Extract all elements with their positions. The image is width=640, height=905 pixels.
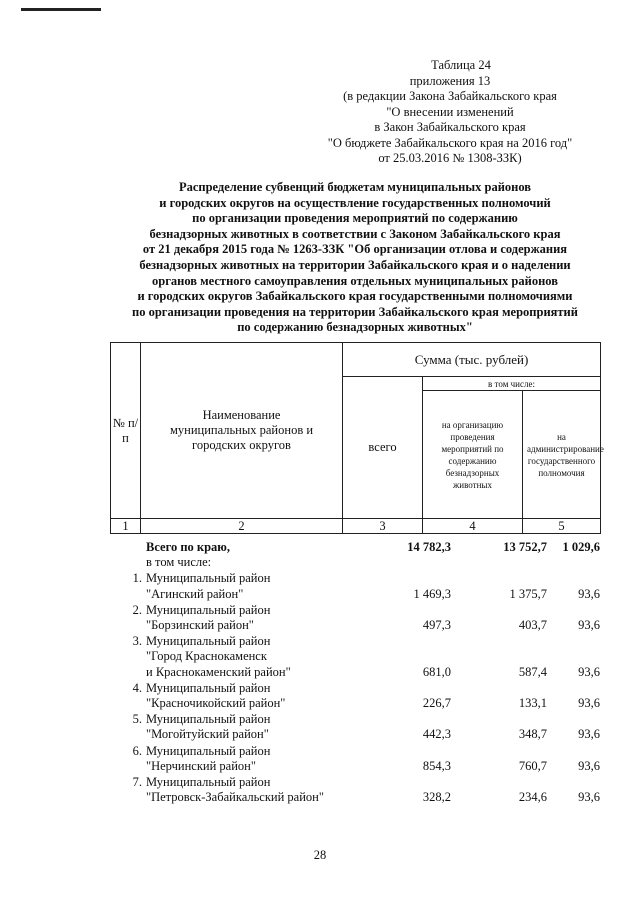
table-header bbox=[110, 342, 604, 534]
title-line: безнадзорных животных на территории Забайкальского края и о наделении bbox=[139, 257, 571, 272]
row-name-line: Муниципальный район bbox=[146, 680, 271, 695]
row-value-org: 234,6 bbox=[518, 790, 547, 805]
row-name-line: "Борзинский район" bbox=[146, 618, 254, 633]
row-name-line: Муниципальный район bbox=[146, 743, 271, 758]
row-number: 2. bbox=[132, 602, 142, 617]
header-number: № п/п bbox=[111, 343, 141, 519]
title-line: и городских округов на осуществление государственных полномочий bbox=[159, 195, 551, 210]
total-value-org: 13 752,7 bbox=[503, 540, 547, 554]
table-row bbox=[110, 775, 600, 805]
row-value-org: 587,4 bbox=[518, 664, 547, 679]
row-value-org: 133,1 bbox=[518, 696, 547, 711]
header-name: Наименование муниципальных районов и городских округов bbox=[141, 343, 343, 519]
row-number: 3. bbox=[132, 634, 142, 649]
row-name-line: "Могойтуйский район" bbox=[146, 727, 269, 742]
top-rule bbox=[21, 8, 101, 11]
table-label: Таблица 24 bbox=[431, 58, 491, 72]
row-value-admin: 93,6 bbox=[578, 618, 600, 633]
total-value-admin: 1 029,6 bbox=[562, 540, 600, 554]
appendix-line: "О внесении изменений bbox=[386, 104, 514, 119]
title-line: органов местного самоуправления отдельных муниципальных районов bbox=[152, 273, 558, 288]
row-value-org: 403,7 bbox=[518, 618, 547, 633]
row-value-all: 854,3 bbox=[422, 758, 451, 773]
title-line: и городских округов Забайкальского края государственными полномочиями bbox=[137, 289, 573, 304]
row-number: 4. bbox=[132, 680, 142, 695]
row-number: 1. bbox=[132, 571, 142, 586]
total-label: Всего по краю, bbox=[146, 540, 230, 554]
row-name-line: "Город Краснокаменск bbox=[146, 649, 267, 664]
col-number: 2 bbox=[141, 519, 343, 534]
title-line: от 21 декабря 2015 года № 1263-ЗЗК "Об организации отлова и содержания bbox=[142, 242, 568, 257]
row-name-line: Муниципальный район bbox=[146, 634, 271, 649]
row-number: 7. bbox=[132, 775, 142, 790]
row-value-org: 1 375,7 bbox=[509, 586, 547, 601]
appendix-line: в Закон Забайкальского края bbox=[374, 120, 526, 134]
title-line: по организации проведения на территории Забайкальского края мероприятий bbox=[132, 304, 578, 319]
row-value-admin: 93,6 bbox=[578, 727, 600, 742]
total-value-all: 14 782,3 bbox=[407, 540, 451, 554]
header-including: в том числе: bbox=[423, 377, 601, 391]
row-name-line: Муниципальный район bbox=[146, 602, 271, 617]
table-row bbox=[110, 681, 600, 711]
row-value-admin: 93,6 bbox=[578, 664, 600, 679]
row-value-all: 681,0 bbox=[422, 664, 451, 679]
title-line: по содержанию безнадзорных животных" bbox=[237, 320, 473, 335]
row-value-all: 1 469,3 bbox=[413, 586, 451, 601]
row-value-org: 760,7 bbox=[518, 758, 547, 773]
row-value-all: 497,3 bbox=[422, 618, 451, 633]
title-line: безнадзорных животных в соответствии с Законом Забайкальского края bbox=[149, 226, 561, 241]
row-value-all: 328,2 bbox=[422, 790, 451, 805]
table-row bbox=[110, 712, 600, 742]
header-total: всего bbox=[343, 377, 423, 519]
col-number: 5 bbox=[523, 519, 601, 534]
row-name-line: Муниципальный район bbox=[146, 571, 271, 586]
table-row bbox=[110, 603, 600, 633]
row-name-line: Муниципальный район bbox=[146, 712, 271, 727]
row-value-all: 226,7 bbox=[422, 696, 451, 711]
col-number: 1 bbox=[111, 519, 141, 534]
row-name-line: "Агинский район" bbox=[146, 586, 244, 601]
row-value-admin: 93,6 bbox=[578, 696, 600, 711]
table-row bbox=[110, 634, 600, 680]
appendix-line: (в редакции Закона Забайкальского края bbox=[343, 89, 557, 103]
appendix-line: приложения 13 bbox=[409, 73, 491, 88]
row-name-line: "Петровск-Забайкальский район" bbox=[146, 790, 324, 805]
total-row bbox=[110, 540, 600, 570]
table-row bbox=[110, 571, 600, 601]
table-row bbox=[110, 744, 600, 774]
row-name-line: и Краснокаменский район" bbox=[146, 664, 291, 679]
title-line: Распределение субвенций бюджетам муниципальных районов bbox=[178, 180, 532, 194]
total-sub-label: в том числе: bbox=[146, 555, 212, 570]
col-number: 3 bbox=[343, 519, 423, 534]
row-name-line: Муниципальный район bbox=[146, 775, 271, 790]
row-number: 5. bbox=[132, 712, 142, 727]
header-sum: Сумма (тыс. рублей) bbox=[343, 343, 601, 377]
row-value-admin: 93,6 bbox=[578, 758, 600, 773]
header-col4: на организацию проведения мероприятий по содержанию безнадзорных животных bbox=[423, 391, 523, 519]
col-number: 4 bbox=[423, 519, 523, 534]
page-number: 28 bbox=[313, 848, 327, 862]
row-value-org: 348,7 bbox=[518, 727, 547, 742]
row-number: 6. bbox=[132, 743, 142, 758]
appendix-line: "О бюджете Забайкальского края на 2016 год" bbox=[327, 135, 573, 150]
row-value-admin: 93,6 bbox=[578, 586, 600, 601]
table-body bbox=[110, 540, 600, 806]
appendix-header bbox=[300, 58, 600, 167]
row-name-line: "Красночикойский район" bbox=[146, 696, 286, 711]
title-line: по организации проведения мероприятий по содержанию bbox=[192, 211, 518, 226]
appendix-line: от 25.03.2016 № 1308-ЗЗК) bbox=[378, 151, 522, 165]
row-value-all: 442,3 bbox=[422, 727, 451, 742]
header-col5: на администрирование государственного полномочия bbox=[523, 391, 601, 519]
document-title bbox=[100, 180, 610, 336]
row-name-line: "Нерчинский район" bbox=[146, 758, 256, 773]
row-value-admin: 93,6 bbox=[578, 790, 600, 805]
